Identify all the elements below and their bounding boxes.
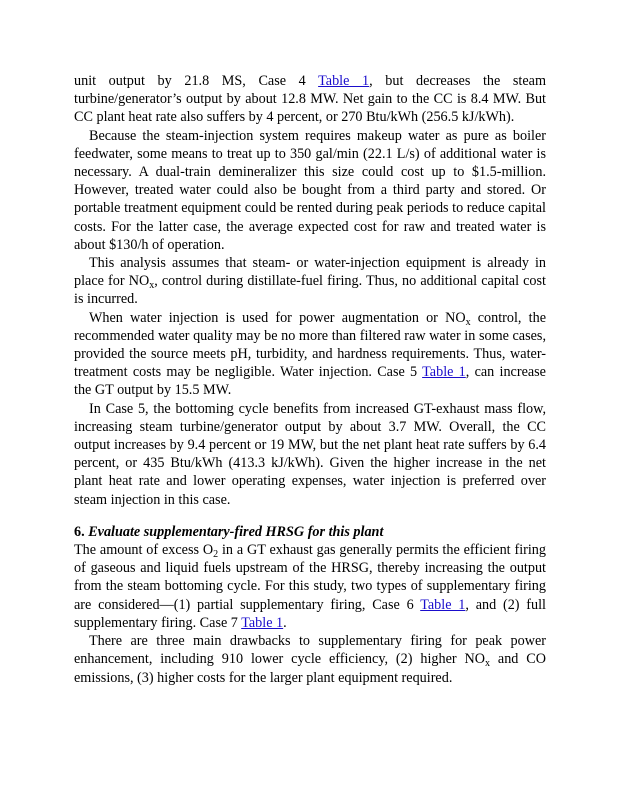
table-1-link[interactable]: Table 1 (422, 364, 466, 381)
paragraph-supplementary-firing (74, 541, 546, 632)
section-title: Evaluate supplementary-fired HRSG for this plant (88, 523, 384, 540)
text-run: , but decreases the steam turbine/generator’s output by about 12.8 MW. Net gain to the CC is 8.4 MW. But CC plant heat rate also suffers by 4 percent, or 270 Btu/kWh (256.5 kJ/kWh). (74, 73, 546, 126)
section-number: 6. (74, 523, 89, 540)
text-run: unit output by 21.8 MS, Case 4 (74, 73, 319, 89)
text-run: control, the recommended water quality may be no more than filtered raw water in some cases, provided the source meets pH, turbidity, and hardness requirements. Thus, water-treatment costs may be negligible. Water injection. Case 5 (74, 309, 546, 381)
text-run: Because the steam-injection system requires makeup water as pure as boiler feedwater, some means to treat up to 350 gal/min (22.1 L/s) of additional water is necessary. A dual-train demineralizer this size could cost up to $1.5-million. However, treated water could also be bought from a third party and stored. Or portable treatment equipment could be rented during peak periods to reduce capital costs. For the latter case, the average expected cost for raw and treated water is about $130/h of operation. (74, 127, 546, 253)
paragraph-steam-output (74, 72, 546, 127)
paragraph-case-5 (74, 400, 546, 509)
subscript-x: x (485, 658, 491, 670)
paragraph-drawbacks (74, 632, 546, 687)
text-run: There are three main drawbacks to supplementary firing for peak power enhancement, including 910 lower cycle efficiency, (2) higher NO (74, 633, 546, 668)
table-1-link[interactable]: Table 1 (318, 73, 370, 89)
subscript-2: 2 (213, 549, 219, 561)
text-run: , can increase the GT output by 15.5 MW. (74, 364, 546, 399)
section-heading (74, 523, 546, 541)
section-gap (74, 509, 546, 523)
text-run: and CO emissions, (3) higher costs for the larger plant equipment required. (74, 651, 546, 686)
paragraph-makeup-water (74, 127, 546, 254)
text-run: When water injection is used for power augmentation or NO (89, 309, 466, 326)
text-run: The amount of excess O (74, 542, 214, 559)
subscript-x: x (149, 280, 155, 292)
text-run: This analysis assumes that steam- or water-injection equipment is already in place for NO (74, 255, 546, 290)
text-run: , control during distillate-fuel firing. Thus, no additional capital cost is incurred. (74, 273, 546, 308)
text-run: in a GT exhaust gas generally permits the efficient firing of gaseous and liquid fuels upstream of the HRSG, thereby increasing the output from the steam bottoming cycle. For this study, two types of supplementary firing are considered—(1) partial supplementary firing, Case 6 (74, 542, 546, 613)
subscript-x: x (465, 316, 471, 328)
paragraph-water-injection (74, 309, 546, 400)
table-1-link[interactable]: Table 1 (420, 596, 466, 613)
paragraph-injection-assumption (74, 254, 546, 309)
text-run: . (283, 614, 287, 631)
table-1-link[interactable]: Table 1 (241, 614, 284, 631)
text-run: , and (2) full supplementary firing. Case 7 (74, 596, 547, 631)
text-run: In Case 5, the bottoming cycle benefits from increased GT-exhaust mass flow, increasing steam turbine/generator output by about 3.7 MW. Overall, the CC output increases by 9.4 percent or 19 MW, but the net plant heat rate suffers by 6.4 percent, or 435 Btu/kWh (413.3 kJ/kWh). Given the higher increase in the net plant heat rate and lower operating expenses, water injection is preferred over steam injection in this case. (74, 400, 546, 508)
